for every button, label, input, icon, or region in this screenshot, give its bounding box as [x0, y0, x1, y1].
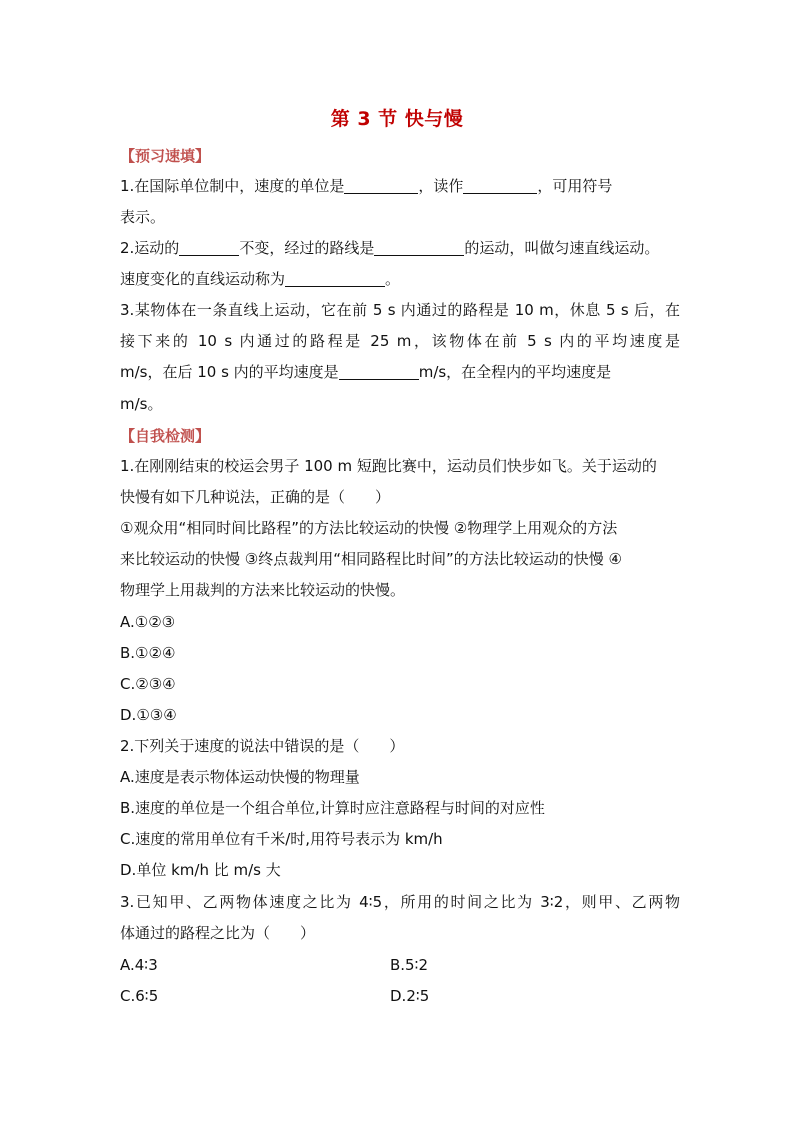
preview-q1-text-c: ，可用符号: [537, 177, 613, 195]
answer-blank[interactable]: [179, 239, 239, 256]
selfcheck-q2-stem: 2.下列关于速度的说法中错误的是（ ）: [120, 737, 405, 755]
preview-q2-text-b: 不变，经过的路线是: [239, 239, 375, 257]
selfcheck-q2-option-b[interactable]: B.速度的单位是一个组合单位,计算时应注意路程与时间的对应性: [120, 799, 545, 817]
selfcheck-q1-option-a[interactable]: A.①②③: [120, 613, 176, 631]
selfcheck-q3-option-d[interactable]: D.2∶5: [390, 987, 430, 1005]
preview-q2-text-e: 。: [385, 270, 401, 288]
preview-q2-text-d: 速度变化的直线运动称为: [120, 270, 286, 288]
selfcheck-q2-option-d[interactable]: D.单位 km/h 比 m/s 大: [120, 861, 281, 879]
section-heading-preview: 【预习速填】: [120, 147, 211, 165]
preview-q3-text-a: m/s，在后 10 s 内的平均速度是: [120, 363, 339, 381]
preview-q3-line2: 接下来的 10 s 内通过的路程是 25 m，该物体在前 5 s 内的平均速度是: [120, 332, 680, 350]
page-title: 第 3 节 快与慢: [330, 108, 464, 130]
answer-blank[interactable]: [285, 270, 385, 287]
preview-q3-line3: [120, 362, 680, 382]
selfcheck-q1-line1: 1.在刚刚结束的校运会男子 100 m 短跑比赛中，运动员们快步如飞。关于运动的: [120, 457, 657, 475]
answer-blank[interactable]: [339, 363, 419, 380]
preview-q1-text-b: ，读作: [418, 177, 464, 195]
preview-q2-line2: [120, 269, 680, 289]
preview-q3-line4: m/s。: [120, 395, 163, 413]
selfcheck-q2-option-a[interactable]: A.速度是表示物体运动快慢的物理量: [120, 768, 360, 786]
selfcheck-q3-option-a[interactable]: A.4∶3: [120, 956, 158, 974]
preview-q2-text-c: 的运动，叫做匀速直线运动。: [464, 239, 660, 257]
selfcheck-q3-option-b[interactable]: B.5∶2: [390, 956, 429, 974]
preview-q1-text-a: 1.在国际单位制中，速度的单位是: [120, 177, 345, 195]
selfcheck-q1-line5: 物理学上用裁判的方法来比较运动的快慢。: [120, 581, 406, 599]
selfcheck-q1-option-d[interactable]: D.①③④: [120, 706, 177, 724]
preview-q2-line1: [120, 238, 680, 258]
preview-q2-text-a: 2.运动的: [120, 239, 180, 257]
answer-blank[interactable]: [344, 177, 418, 194]
section-heading-selfcheck: 【自我检测】: [120, 427, 211, 445]
answer-blank[interactable]: [463, 177, 537, 194]
selfcheck-q3-line1: 3.已知甲、乙两物体速度之比为 4∶5，所用的时间之比为 3∶2，则甲、乙两物: [120, 893, 680, 911]
selfcheck-q2-option-c[interactable]: C.速度的常用单位有千米/时,用符号表示为 km/h: [120, 830, 443, 848]
answer-blank[interactable]: [374, 239, 464, 256]
preview-q1-line1: [120, 176, 680, 196]
selfcheck-q3-line2: 体通过的路程之比为（ ）: [120, 924, 316, 942]
selfcheck-q1-line2: 快慢有如下几种说法，正确的是（ ）: [120, 488, 391, 506]
selfcheck-q1-line4: 来比较运动的快慢 ③终点裁判用“相同路程比时间”的方法比较运动的快慢 ④: [120, 550, 622, 568]
preview-q1-line2: 表示。: [120, 208, 166, 226]
selfcheck-q3-option-c[interactable]: C.6∶5: [120, 987, 159, 1005]
preview-q3-line1: 3.某物体在一条直线上运动，它在前 5 s 内通过的路程是 10 m，休息 5 s 后，在: [120, 301, 680, 319]
preview-q3-text-b: m/s，在全程内的平均速度是: [418, 363, 612, 381]
selfcheck-q1-option-b[interactable]: B.①②④: [120, 644, 176, 662]
selfcheck-q1-line3: ①观众用“相同时间比路程”的方法比较运动的快慢 ②物理学上用观众的方法: [120, 519, 618, 537]
selfcheck-q1-option-c[interactable]: C.②③④: [120, 675, 176, 693]
